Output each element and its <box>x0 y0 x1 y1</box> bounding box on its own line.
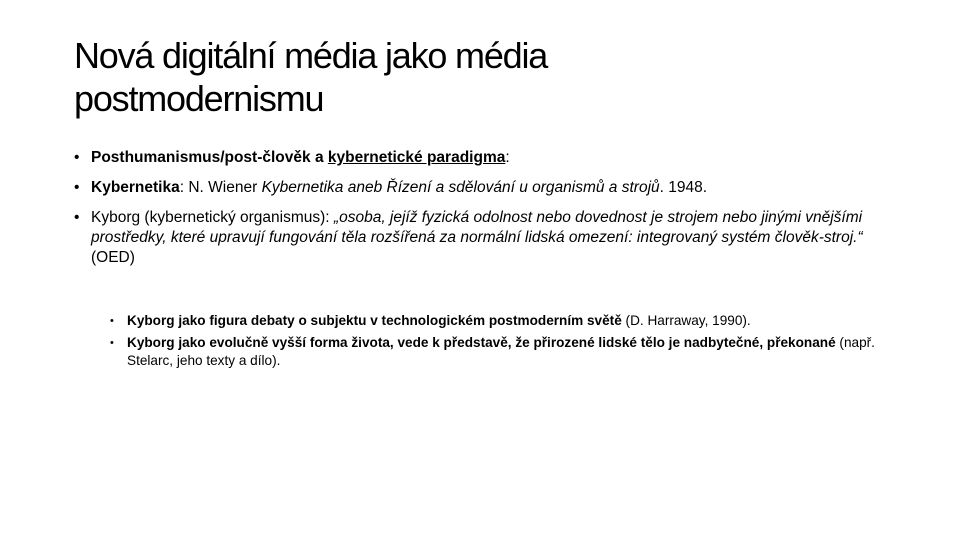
bullet-plain-text: : N. Wiener <box>179 179 262 196</box>
bullet-glyph: • <box>110 337 114 349</box>
bullet-item-kybernetika <box>74 178 884 198</box>
sub-bullet-item-harraway <box>110 312 890 330</box>
sub-bullet-item-stelarc <box>110 334 890 370</box>
bullet-italic-text: „osoba, jejíž fyzická odolnost nebo dovednost je strojem nebo jinými vnějšími prostředky, které upravují fungování těla rozšířená za normální lidská omezení: integrovaný systém člověk-stroj.“ <box>91 209 863 246</box>
sub-bullet-bold-text: Kyborg jako figura debaty o subjektu v technologickém postmoderním světě <box>127 313 622 328</box>
bullet-italic-text: Kybernetika aneb Řízení a sdělování u organismů a strojů <box>261 179 660 196</box>
bullet-tail-text: (OED) <box>91 249 135 266</box>
bullet-glyph: • <box>74 179 80 196</box>
bullet-underlined-text <box>328 149 505 166</box>
bullet-bold-text: Posthumanismus/post-člověk a <box>91 149 328 166</box>
bullet-item-kyborg <box>74 208 884 268</box>
sub-bullet-list <box>110 312 890 374</box>
title-line-1: Nová digitální média jako média <box>74 35 548 76</box>
bullet-item-posthumanismus <box>74 148 884 168</box>
sub-bullet-bold-text: Kyborg jako evolučně vyšší forma života, vede k představě, že přirozené lidské tělo je nadbytečné, překonané <box>127 335 836 350</box>
title-line-2: postmodernismu <box>74 78 324 119</box>
bullet-glyph: • <box>74 149 80 166</box>
slide-title <box>74 34 894 120</box>
bullet-glyph: • <box>110 315 114 327</box>
bullet-glyph: • <box>74 209 80 226</box>
sub-bullet-tail-text: (D. Harraway, 1990). <box>621 313 751 328</box>
bullet-underlined-bold: kybernetické paradigma <box>327 149 506 166</box>
sub-bullet-tail-text: (např. Stelarc, jeho texty a dílo). <box>127 335 875 368</box>
bullet-bold-text: Kybernetika <box>91 179 180 196</box>
bullet-tail-text: . 1948. <box>659 179 708 196</box>
bullet-tail-text: : <box>505 149 510 166</box>
bullet-list <box>74 148 884 278</box>
bullet-plain-text: Kyborg (kybernetický organismus): <box>91 209 334 226</box>
